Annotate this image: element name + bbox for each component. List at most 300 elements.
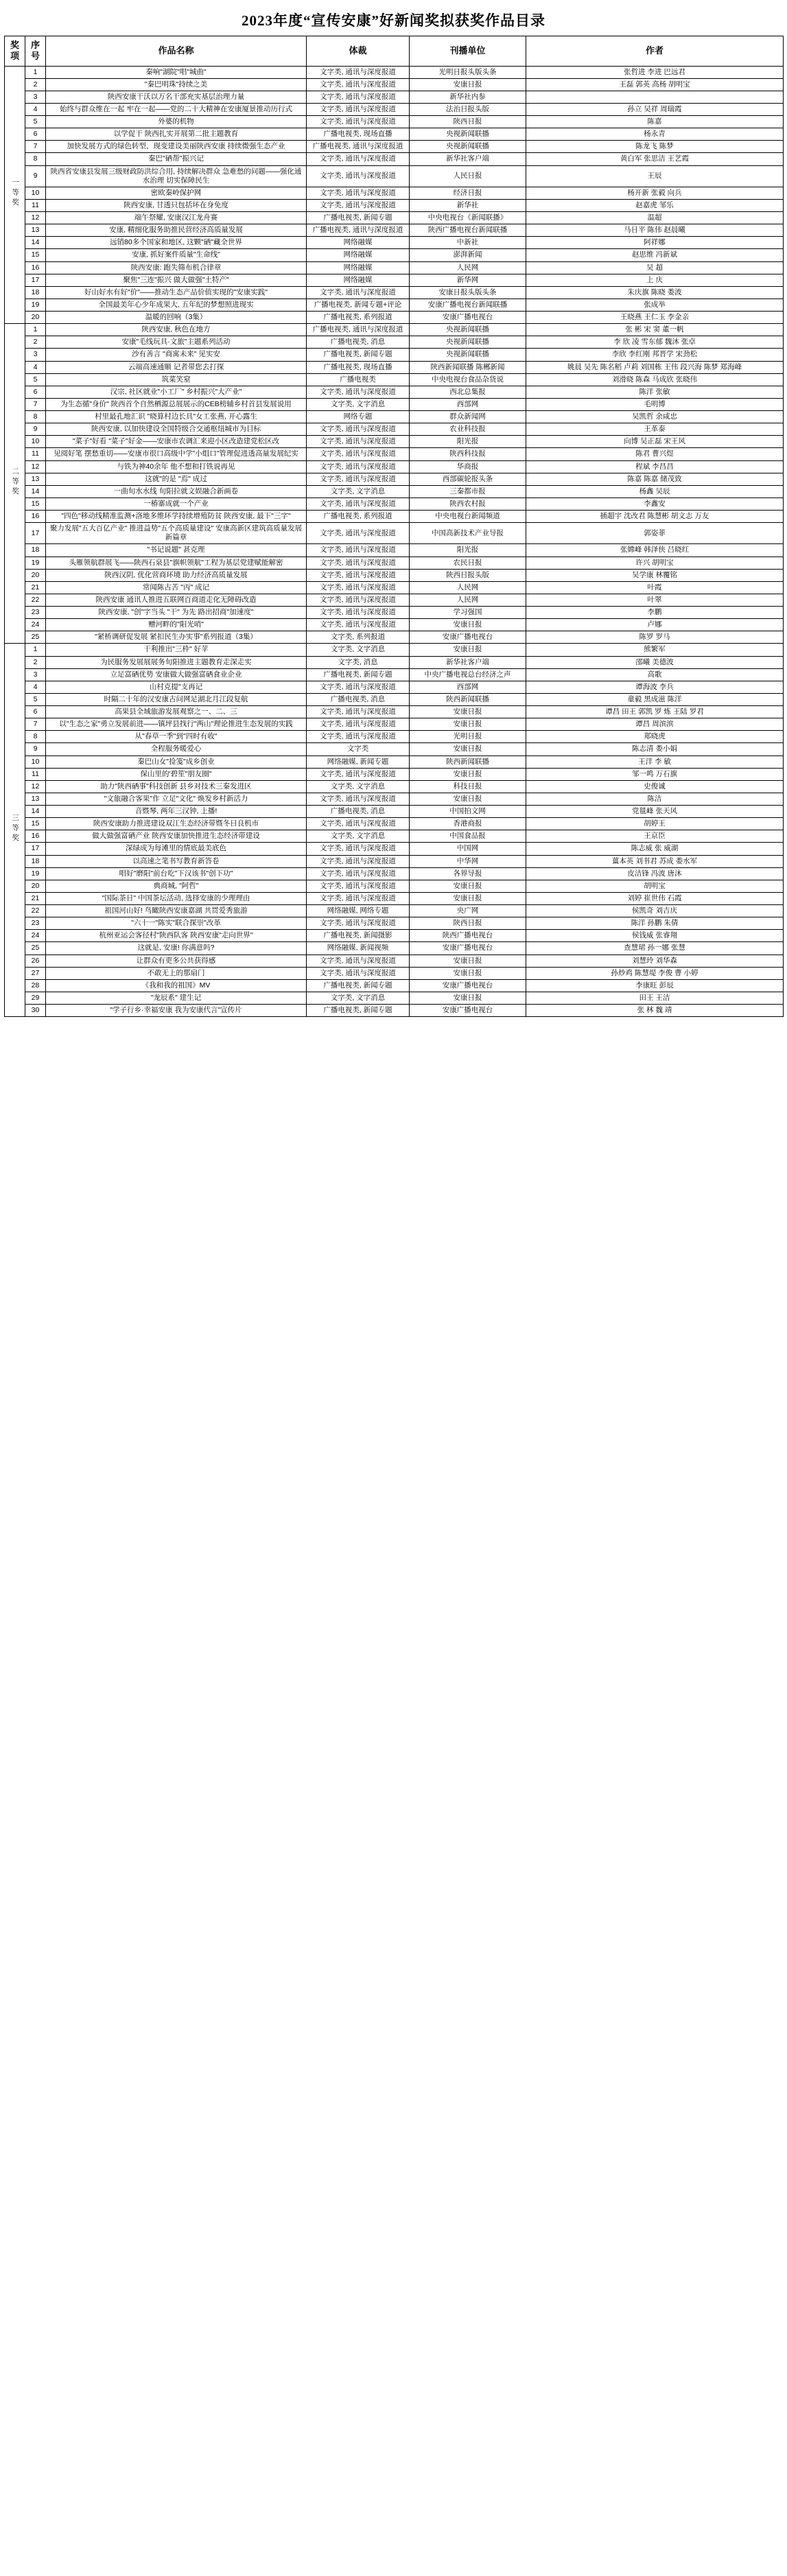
work-genre: 文字类, 通讯与深度报道 <box>307 557 410 569</box>
work-genre: 文字类, 文字消息 <box>307 780 410 793</box>
work-genre: 文字类, 通讯与深度报道 <box>307 165 410 187</box>
publishing-unit: 人民网 <box>410 581 526 594</box>
work-title: 这就是, 安康! 你满意吗? <box>46 942 307 955</box>
work-genre: 文字类, 通讯与深度报道 <box>307 436 410 448</box>
publishing-unit: 安康日报头版头条 <box>410 286 526 298</box>
work-genre: 网络融媒, 新闻视频 <box>307 942 410 955</box>
publishing-unit: 安康广播电视台 <box>410 312 526 324</box>
publishing-unit: 安康广播电视台 <box>410 979 526 992</box>
table-row <box>5 718 784 731</box>
row-index: 5 <box>25 373 46 386</box>
publishing-unit: 光明日报 <box>410 731 526 743</box>
awards-table <box>4 36 784 1017</box>
work-genre: 网络融媒 <box>307 274 410 286</box>
work-title: 陕西安康 通讯人推进五联网百商道走化无障碍改造 <box>46 594 307 606</box>
work-genre: 广播电视类, 现场直播 <box>307 361 410 373</box>
work-title: 密欧秦岭保护网 <box>46 187 307 199</box>
publishing-unit: 安康日报 <box>410 718 526 731</box>
table-row <box>5 78 784 91</box>
publishing-unit: 陕西日报 <box>410 116 526 128</box>
publishing-unit: 新华社客户端 <box>410 656 526 668</box>
work-title: 陕西安康干沃以万名干部充实基层治理力量 <box>46 91 307 103</box>
table-row <box>5 199 784 211</box>
table-row <box>5 116 784 128</box>
publishing-unit: 阳光报 <box>410 544 526 557</box>
publishing-unit: 西部网 <box>410 681 526 693</box>
table-row <box>5 165 784 187</box>
work-title: 聚焦"三连"振兴 做大做强"土特产" <box>46 274 307 286</box>
row-index: 13 <box>25 224 46 237</box>
publishing-unit: 安康日报 <box>410 78 526 91</box>
work-title: 从"春草一季"到"四时有收" <box>46 731 307 743</box>
table-row <box>5 544 784 557</box>
work-title: 《我和我的祖国》MV <box>46 979 307 992</box>
publishing-unit: 安康日报 <box>410 644 526 656</box>
publishing-unit: 安康日报 <box>410 967 526 979</box>
work-author: 李鑫安 <box>526 497 784 510</box>
row-index: 4 <box>25 681 46 693</box>
work-genre: 文字类, 通讯与深度报道 <box>307 199 410 211</box>
publishing-unit: 人民网 <box>410 594 526 606</box>
table-row <box>5 473 784 485</box>
work-genre: 文字类, 通讯与深度报道 <box>307 423 410 436</box>
table-row <box>5 557 784 569</box>
publishing-unit: 群众新闻网 <box>410 411 526 423</box>
header-row <box>5 36 784 67</box>
row-index: 26 <box>25 955 46 967</box>
work-author: 陈罗 罗马 <box>526 631 784 644</box>
work-title: 一椿寨成就一个产业 <box>46 497 307 510</box>
work-author: 王京臣 <box>526 830 784 843</box>
work-author: 谭昌 周滨滨 <box>526 718 784 731</box>
work-genre: 文字类, 消息 <box>307 656 410 668</box>
work-title: "四色"移动线精准监测+洛地多维环学持续增殖防贫 陕西安康, 最下"三字" <box>46 511 307 523</box>
publishing-unit: 陕西日报 <box>410 917 526 930</box>
work-title: "紧桥调研促发展 紧扣民生办实事"系列报道（3集） <box>46 631 307 644</box>
row-index: 19 <box>25 298 46 311</box>
row-index: 6 <box>25 386 46 398</box>
row-index: 23 <box>25 917 46 930</box>
table-row <box>5 693 784 705</box>
work-genre: 文字类, 通讯与深度报道 <box>307 386 410 398</box>
table-row <box>5 607 784 619</box>
work-genre: 文字类, 通讯与深度报道 <box>307 544 410 557</box>
work-author: 杨开新 张毅 向兵 <box>526 187 784 199</box>
work-author: 黄白军 张思洁 王艺霞 <box>526 153 784 165</box>
work-author: 查慧珺 孙一娜 张慧 <box>526 942 784 955</box>
table-row <box>5 892 784 904</box>
table-row <box>5 1005 784 1017</box>
table-row <box>5 187 784 199</box>
row-index: 6 <box>25 128 46 141</box>
row-index: 11 <box>25 448 46 460</box>
row-index: 20 <box>25 569 46 581</box>
publishing-unit: 农民日报 <box>410 557 526 569</box>
table-row <box>5 523 784 544</box>
work-genre: 文字类, 通讯与深度报道 <box>307 855 410 867</box>
work-genre: 文字类, 通讯与深度报道 <box>307 448 410 460</box>
publishing-unit: 陕西广播电视台 <box>410 930 526 942</box>
publishing-unit: 中国拍文网 <box>410 806 526 818</box>
row-index: 10 <box>25 436 46 448</box>
work-author: 上 庆 <box>526 274 784 286</box>
publishing-unit: 新华社 <box>410 199 526 211</box>
work-author: 毛明博 <box>526 398 784 410</box>
publishing-unit: 央视新闻联播 <box>410 141 526 153</box>
work-genre: 文字类, 通讯与深度报道 <box>307 818 410 830</box>
work-author: 卢娜 <box>526 619 784 631</box>
table-row <box>5 398 784 410</box>
award-group-label-text: 一等奖 <box>11 178 20 209</box>
row-index: 1 <box>25 66 46 78</box>
column-header-genre: 体裁 <box>307 36 410 67</box>
row-index: 25 <box>25 942 46 955</box>
work-author: 童毅 黑成滋 陈洋 <box>526 693 784 705</box>
publishing-unit: 法治日报头版 <box>410 103 526 115</box>
work-genre: 文字类, 通讯与深度报道 <box>307 768 410 780</box>
work-title: "龙辰系" 建生记 <box>46 992 307 1004</box>
table-row <box>5 497 784 510</box>
work-title: 时隔二十年的汉安康古问网足湖北月江段复航 <box>46 693 307 705</box>
row-index: 21 <box>25 892 46 904</box>
column-header-work: 作品名称 <box>46 36 307 67</box>
row-index: 19 <box>25 867 46 880</box>
table-row <box>5 967 784 979</box>
work-genre: 广播电视类, 通讯与深度报道 <box>307 141 410 153</box>
work-genre: 文字类 <box>307 743 410 756</box>
publishing-unit: 安康日报 <box>410 992 526 1004</box>
work-genre: 文字类, 通讯与深度报道 <box>307 955 410 967</box>
work-title: 助力"陕西硒事"科技创新 县乡对技术三秦发进区 <box>46 780 307 793</box>
row-index: 10 <box>25 756 46 768</box>
work-author: 陈君 曹兴煜 <box>526 448 784 460</box>
table-row <box>5 212 784 224</box>
row-index: 24 <box>25 930 46 942</box>
work-author: 杨鑫 吴辰 <box>526 485 784 497</box>
work-genre: 文字类, 通讯与深度报道 <box>307 523 410 544</box>
row-index: 25 <box>25 631 46 644</box>
work-genre: 文字类, 文字消息 <box>307 398 410 410</box>
publishing-unit: 中央广播电视总台经济之声 <box>410 668 526 681</box>
table-row <box>5 793 784 805</box>
row-index: 5 <box>25 693 46 705</box>
publishing-unit: 安康广播电视台 <box>410 631 526 644</box>
work-genre: 文字类, 通讯与深度报道 <box>307 607 410 619</box>
work-author: 刘慧玲 刘华森 <box>526 955 784 967</box>
work-genre: 广播电视类, 新闻专题 <box>307 979 410 992</box>
work-title: 保山里的'碧笙"朋友圈" <box>46 768 307 780</box>
work-author: 张 林 魏 靖 <box>526 1005 784 1017</box>
work-title: 秦巴山女"捡笺"成乡创业 <box>46 756 307 768</box>
work-author: 刘婷 崔世伟 石霞 <box>526 892 784 904</box>
publishing-unit: 安康广播电视台 <box>410 942 526 955</box>
table-row <box>5 249 784 261</box>
row-index: 18 <box>25 286 46 298</box>
work-author: 李康旺 彭辰 <box>526 979 784 992</box>
table-row <box>5 569 784 581</box>
row-index: 3 <box>25 668 46 681</box>
row-index: 4 <box>25 103 46 115</box>
work-genre: 文字类, 通讯与深度报道 <box>307 731 410 743</box>
publishing-unit: 澎湃新闻 <box>410 249 526 261</box>
work-genre: 网络融媒 <box>307 261 410 274</box>
work-title: 以高速之笔书写教育新答卷 <box>46 855 307 867</box>
table-row <box>5 411 784 423</box>
work-author: 陈嘉 <box>526 116 784 128</box>
work-author: 孙立 吴祥 周瑞霞 <box>526 103 784 115</box>
publishing-unit: 陕西新闻联播 陈郴新闻 <box>410 361 526 373</box>
work-title: 头雁领航群展飞——陕西石泉县"旗帜领航"工程为基层党建赋能解密 <box>46 557 307 569</box>
work-author: 叶翠 <box>526 594 784 606</box>
column-header-author: 作者 <box>526 36 784 67</box>
work-title: 沙有善言 "商寓未来" 见实安 <box>46 349 307 361</box>
work-genre: 文字类, 通讯与深度报道 <box>307 569 410 581</box>
publishing-unit: 安康日报 <box>410 768 526 780</box>
row-index: 1 <box>25 644 46 656</box>
table-row <box>5 324 784 336</box>
work-genre: 文字类, 通讯与深度报道 <box>307 706 410 718</box>
work-genre: 文字类, 通讯与深度报道 <box>307 917 410 930</box>
row-index: 4 <box>25 361 46 373</box>
work-genre: 网络专题 <box>307 411 410 423</box>
work-author: 王晓燕 王仁玉 李金亲 <box>526 312 784 324</box>
work-author: 阿祥娜 <box>526 237 784 249</box>
work-author: 王辰 <box>526 165 784 187</box>
work-author: 高歌 <box>526 668 784 681</box>
work-title: 立足富硒优势 安康做大做强富硒食业企业 <box>46 668 307 681</box>
work-genre: 广播电视类, 新闻专题 <box>307 668 410 681</box>
work-genre: 广播电视类, 消息 <box>307 336 410 349</box>
work-author: 皮洁锋 冯波 唐沐 <box>526 867 784 880</box>
work-title: "六十一"陈实"联合探崇"改革 <box>46 917 307 930</box>
publishing-unit: 中国高新技术产业导报 <box>410 523 526 544</box>
work-genre: 文字类, 通讯与深度报道 <box>307 793 410 805</box>
work-genre: 广播电视类, 新闻专题 <box>307 212 410 224</box>
row-index: 8 <box>25 411 46 423</box>
work-title: 干利推出"三枠" 好苹 <box>46 644 307 656</box>
table-row <box>5 448 784 460</box>
work-author: 侯凯奇 刘吉庆 <box>526 905 784 917</box>
table-row <box>5 274 784 286</box>
publishing-unit: 新华网 <box>410 274 526 286</box>
work-genre: 文字类, 通讯与深度报道 <box>307 594 410 606</box>
work-title: 安康, 抓好案件质量"生命线" <box>46 249 307 261</box>
table-row <box>5 485 784 497</box>
work-genre: 文字类, 通讯与深度报道 <box>307 91 410 103</box>
table-row <box>5 930 784 942</box>
work-author: 胡婷王 <box>526 818 784 830</box>
work-genre: 广播电视类, 新闻专题+评论 <box>307 298 410 311</box>
work-author: 朱庆旗 陈晓 娄波 <box>526 286 784 298</box>
work-title: 为生态循"身价" 陕西首个自然栖源总展展示的CEB榜辅乡村首县发展说用 <box>46 398 307 410</box>
work-genre: 文字类, 通讯与深度报道 <box>307 153 410 165</box>
table-row <box>5 312 784 324</box>
work-author: 胡明宝 <box>526 880 784 892</box>
work-title: 加快发展方式的绿色转型、现变建设美丽陕西安康 持续微强生态产业 <box>46 141 307 153</box>
work-title: 安康"毛线玩具·文旅"主题系列活动 <box>46 336 307 349</box>
work-title: 陕西安康助力推进建设双江生态经济带暨冬日良机市 <box>46 818 307 830</box>
work-genre: 网络融媒 <box>307 249 410 261</box>
work-title: 一曲旬水水线 旬阳拉就文娱融合新画卷 <box>46 485 307 497</box>
table-row <box>5 780 784 793</box>
publishing-unit: 安康日报 <box>410 706 526 718</box>
work-genre: 文字类, 通讯与深度报道 <box>307 497 410 510</box>
row-index: 1 <box>25 324 46 336</box>
work-author: 陈嘉 陈嘉 储茂致 <box>526 473 784 485</box>
work-author: 吴凯哲 余咸忠 <box>526 411 784 423</box>
table-row <box>5 855 784 867</box>
publishing-unit: 西部碳轮报头条 <box>410 473 526 485</box>
work-title: 与铁为神40余年 他不想和打铁说再见 <box>46 460 307 473</box>
row-index: 3 <box>25 91 46 103</box>
work-genre: 文字类, 通讯与深度报道 <box>307 843 410 855</box>
table-row <box>5 681 784 693</box>
publishing-unit: 安康日报 <box>410 955 526 967</box>
work-genre: 文字类, 通讯与深度报道 <box>307 581 410 594</box>
work-title: "国际茶日" 中国茶坛活动, 选择安康的少理理由 <box>46 892 307 904</box>
work-author: 刘滑晓 陈森 马成欣 张晓伟 <box>526 373 784 386</box>
work-genre: 网络融媒, 新闻专题 <box>307 756 410 768</box>
work-author: 吴 超 <box>526 261 784 274</box>
row-index: 17 <box>25 274 46 286</box>
row-index: 16 <box>25 830 46 843</box>
row-index: 29 <box>25 992 46 1004</box>
work-title: 端午祭耀, 安康汉江龙舟赛 <box>46 212 307 224</box>
table-row <box>5 656 784 668</box>
publishing-unit: 安康日报 <box>410 793 526 805</box>
table-row <box>5 644 784 656</box>
table-row <box>5 153 784 165</box>
table-row <box>5 917 784 930</box>
table-row <box>5 905 784 917</box>
work-title: 祖国河山好! 鸟瞰陕西安康嘉湖 共贯爱秀旅游 <box>46 905 307 917</box>
work-genre: 广播电视类, 新闻摄影 <box>307 930 410 942</box>
work-genre: 广播电视类 <box>307 373 410 386</box>
work-author: 史俊诚 <box>526 780 784 793</box>
row-index: 9 <box>25 423 46 436</box>
work-title: 聚力发展"五大百亿产业" 推进益势"五个高质量建设" 安康高新区建筑高质量发展新篇章 <box>46 523 307 544</box>
table-row <box>5 237 784 249</box>
table-row <box>5 436 784 448</box>
table-row <box>5 992 784 1004</box>
table-row <box>5 756 784 768</box>
table-row <box>5 706 784 718</box>
publishing-unit: 安康日报 <box>410 892 526 904</box>
work-title: "秦巴明珠"持续之美 <box>46 78 307 91</box>
work-author <box>526 91 784 103</box>
row-index: 9 <box>25 743 46 756</box>
work-author: 陈志清 娄小娟 <box>526 743 784 756</box>
work-title: 陕西安康: 跑失筛布机合律章 <box>46 261 307 274</box>
work-author: 陈志威 张 威湖 <box>526 843 784 855</box>
work-author: 陈洋 孙鹏 朱倩 <box>526 917 784 930</box>
publishing-unit: 新华社客户端 <box>410 153 526 165</box>
work-title: 不敢无上的那扇门 <box>46 967 307 979</box>
row-index: 14 <box>25 237 46 249</box>
work-title: 陕西安康, "创"字当头 "干" 为先 路出招商"加速度" <box>46 607 307 619</box>
row-index: 22 <box>25 594 46 606</box>
table-row <box>5 128 784 141</box>
award-group-label <box>5 324 25 644</box>
table-row <box>5 460 784 473</box>
work-genre: 文字类, 通讯与深度报道 <box>307 286 410 298</box>
row-index: 7 <box>25 398 46 410</box>
publishing-unit: 学习强国 <box>410 607 526 619</box>
publishing-unit: 中新社 <box>410 237 526 249</box>
publishing-unit: 香港商报 <box>410 818 526 830</box>
award-group-label-text: 二等奖 <box>11 467 20 497</box>
work-title: 好山好水有好"价"——推动生态产品价值实现的"安康实践" <box>46 286 307 298</box>
work-title: 始终与群众维在一起 牢在一起——党的二十大精神在安康厦景推动历行式 <box>46 103 307 115</box>
work-author: 党毯峰 张天风 <box>526 806 784 818</box>
row-index: 23 <box>25 607 46 619</box>
work-title: 秦巴"硒帮"振兴记 <box>46 153 307 165</box>
work-author: 张哲进 李进 巴远君 <box>526 66 784 78</box>
table-header <box>5 36 784 67</box>
work-title: 陕西省安康县发展三级财政防洪综合用, 持续解决群众 急难愁的问题——强化通水治理 切实保障民生 <box>46 165 307 187</box>
table-row <box>5 336 784 349</box>
publishing-unit: 央视新闻联播 <box>410 324 526 336</box>
table-row <box>5 386 784 398</box>
work-title: 见阅好笔 摆愁重切——安康市很口高级中学"小组口"管理促进透高量发展纪实 <box>46 448 307 460</box>
column-header-no: 序号 <box>25 36 46 67</box>
table-row <box>5 224 784 237</box>
row-index: 30 <box>25 1005 46 1017</box>
table-row <box>5 349 784 361</box>
publishing-unit: 科技日报 <box>410 780 526 793</box>
publishing-unit: 中央电视台《新闻联播》 <box>410 212 526 224</box>
row-index: 12 <box>25 212 46 224</box>
table-row <box>5 806 784 818</box>
publishing-unit: 人民日报 <box>410 165 526 187</box>
work-genre: 广播电视类, 消息 <box>307 806 410 818</box>
table-row <box>5 66 784 78</box>
row-index: 28 <box>25 979 46 992</box>
document-page <box>0 0 787 1031</box>
work-title: 常闻陈古苦 "丙" 成记 <box>46 581 307 594</box>
work-author: 张 彬 宋 窦 董一帆 <box>526 324 784 336</box>
work-author: 谭海波 李兵 <box>526 681 784 693</box>
work-title: 秦响"湖院"唱"城曲" <box>46 66 307 78</box>
work-title: 杭州亚运会客径村"陕西队客 陕西安康"走向世界" <box>46 930 307 942</box>
work-author: 向博 吴正磊 宋王风 <box>526 436 784 448</box>
table-row <box>5 141 784 153</box>
work-author: 许兴 胡明宝 <box>526 557 784 569</box>
publishing-unit: 新华社内参 <box>410 91 526 103</box>
work-genre: 文字类, 通讯与深度报道 <box>307 681 410 693</box>
publishing-unit: 陕西科技报 <box>410 448 526 460</box>
row-index: 20 <box>25 880 46 892</box>
work-author: 陈洁 <box>526 793 784 805</box>
publishing-unit: 中华网 <box>410 855 526 867</box>
work-title: 外婆的机物 <box>46 116 307 128</box>
table-row <box>5 373 784 386</box>
publishing-unit: 安康日报 <box>410 743 526 756</box>
publishing-unit: 人民网 <box>410 261 526 274</box>
table-row <box>5 731 784 743</box>
work-title: 做大做强富硒产业 陕西安康加快推进生态经济带建设 <box>46 830 307 843</box>
work-title: 村里最孔地汇识 "晓算村边长具"女工张燕, 开心露生 <box>46 411 307 423</box>
row-index: 11 <box>25 199 46 211</box>
work-title: 为民服务发展展展务旬阳推进主题教育走深走实 <box>46 656 307 668</box>
row-index: 13 <box>25 793 46 805</box>
row-index: 11 <box>25 768 46 780</box>
table-row <box>5 423 784 436</box>
work-genre: 广播电视类, 系列报道 <box>307 312 410 324</box>
publishing-unit: 陕西新闻联播 <box>410 693 526 705</box>
work-title: 云端高速通顺 记者带您去打探 <box>46 361 307 373</box>
work-author: 张嫦峰 韩泽侠 吕晓红 <box>526 544 784 557</box>
